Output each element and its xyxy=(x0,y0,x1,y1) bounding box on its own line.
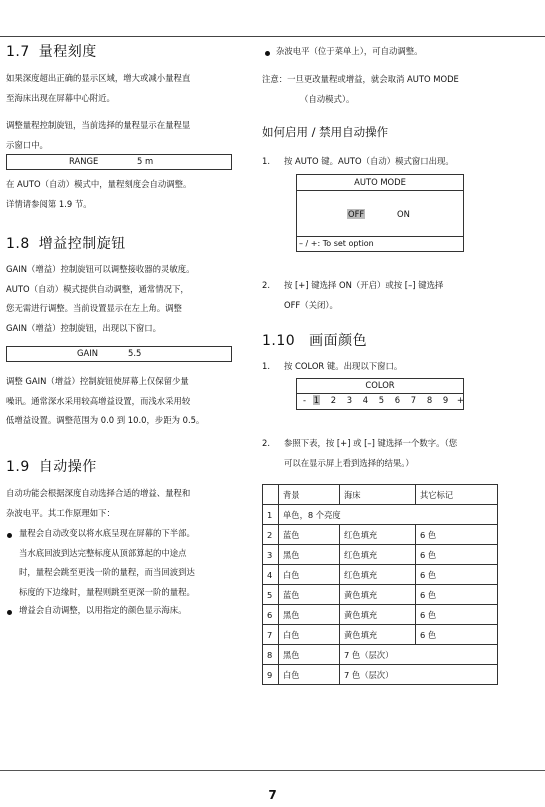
step-number: 2. xyxy=(262,438,270,448)
text-line: 量程会自动改变以将水底呈现在屏幕的下半部。 xyxy=(19,528,195,538)
table-body xyxy=(263,505,498,685)
color-digit: 8 xyxy=(426,395,433,405)
section-title: 量程刻度 xyxy=(38,44,97,60)
color-title: COLOR xyxy=(365,380,395,390)
step-number: 1. xyxy=(262,361,270,371)
step-4-text xyxy=(284,434,542,473)
section-number: 1.8 xyxy=(6,236,30,252)
color-digit: 6 xyxy=(394,395,401,405)
color-digit: 1 xyxy=(313,395,320,405)
minus-sign: - xyxy=(303,395,307,405)
color-selector xyxy=(303,395,464,405)
auto-mode-title: AUTO MODE xyxy=(354,177,406,187)
step-2-text xyxy=(284,276,542,315)
table-cell: 7 色（层次） xyxy=(340,665,498,685)
text-line: 噪讯。通常深水采用较高增益设置，而浅水采用较 xyxy=(6,395,191,406)
section-title: 画面颜色 xyxy=(309,333,368,349)
table-cell: 7 xyxy=(263,625,279,645)
how-to-heading: 如何启用 / 禁用自动操作 xyxy=(262,125,389,139)
section-number: 1.10 xyxy=(262,333,296,349)
table-cell: 5 xyxy=(263,585,279,605)
text-line: 如果深度超出正确的显示区域，增大或减小量程直 xyxy=(6,73,191,83)
color-digit: 4 xyxy=(362,395,369,405)
text-line: 标度的下边缘时，量程则跳至更深一阶的量程。 xyxy=(19,586,195,597)
section-1-10-heading xyxy=(262,330,367,350)
color-digit: 7 xyxy=(410,395,417,405)
section-1-8-body xyxy=(6,260,251,338)
table-cell: 蓝色 xyxy=(279,585,340,605)
text-line: AUTO（自动）模式提供自动调整，通常情况下， xyxy=(6,283,189,294)
color-digit: 9 xyxy=(442,395,449,405)
table-cell: 白色 xyxy=(279,565,340,585)
step-3-text: 按 COLOR 键。出现以下窗口。 xyxy=(284,361,403,371)
text-line: 按 [+] 键选择 ON（开启）或按 [–] 键选择 xyxy=(284,280,444,290)
table-header: 背景 xyxy=(279,485,340,505)
table-row xyxy=(263,625,498,645)
bullet-dot xyxy=(7,533,12,538)
section-title: 增益控制旋钮 xyxy=(38,236,126,252)
color-digit: 2 xyxy=(330,395,337,405)
text-line: 低增益设置。调整范围为 0.0 到 10.0，步距为 0.5。 xyxy=(6,415,205,425)
section-1-8-heading xyxy=(6,233,126,253)
text-line: 调整量程控制旋钮，当前选择的量程显示在量程显 xyxy=(6,120,191,130)
table-cell: 6 色 xyxy=(416,545,498,565)
color-digit: 3 xyxy=(346,395,353,405)
table-cell: 黄色填充 xyxy=(340,605,416,625)
step-number: 2. xyxy=(262,280,270,290)
page-number: 7 xyxy=(268,788,277,802)
divider xyxy=(297,236,463,237)
auto-mode-footer: – / +: To set option xyxy=(299,239,374,248)
table-header-row xyxy=(263,485,498,505)
text-line: 在 AUTO（自动）模式中，量程刻度会自动调整。 xyxy=(6,179,192,189)
table-cell: 黄色填充 xyxy=(340,585,416,605)
table-cell: 3 xyxy=(263,545,279,565)
table-cell: 6 色 xyxy=(416,585,498,605)
table-cell: 6 色 xyxy=(416,625,498,645)
table-cell: 8 xyxy=(263,645,279,665)
section-number: 1.9 xyxy=(6,459,30,475)
table-row xyxy=(263,645,498,665)
text-line: 示窗口中。 xyxy=(6,139,48,150)
text-line: 可以在显示屏上看到选择的结果。） xyxy=(284,457,414,468)
section-1-9-body xyxy=(6,484,251,523)
table-row xyxy=(263,665,498,685)
table-cell: 1 xyxy=(263,505,279,525)
table-cell: 4 xyxy=(263,565,279,585)
text-line: 您无需进行调整。当前设置显示在左上角。调整 xyxy=(6,303,182,313)
text-line: 注意：一旦更改量程或增益，就会取消 AUTO MODE xyxy=(262,74,459,84)
bullet-dot xyxy=(265,51,270,56)
color-table xyxy=(262,484,498,685)
range-value: 5 m xyxy=(137,156,154,166)
table-cell: 6 色 xyxy=(416,605,498,625)
table-cell: 6 xyxy=(263,605,279,625)
text-line: 时，量程会跳至更浅一阶的量程，而当回波到达 xyxy=(19,567,195,577)
table-header: 海床 xyxy=(340,485,416,505)
top-rule xyxy=(0,36,545,37)
table-cell: 9 xyxy=(263,665,279,685)
table-row xyxy=(263,565,498,585)
section-1-7-body xyxy=(6,69,251,155)
text-line: 当水底回波到达完整标度从顶部算起的中途点 xyxy=(19,547,187,558)
text-line: 参照下表，按 [+] 或 [–] 键选择一个数字。（您 xyxy=(284,438,458,448)
table-cell: 2 xyxy=(263,525,279,545)
range-window xyxy=(6,154,232,170)
text-line: 杂波电平。其工作原理如下： xyxy=(6,507,115,518)
bullet-item-gain xyxy=(19,601,254,621)
auto-on-option: ON xyxy=(397,209,410,219)
table-cell: 黑色 xyxy=(279,605,340,625)
step-1-text: 按 AUTO 键。AUTO（自动）模式窗口出现。 xyxy=(284,156,454,166)
gain-label: GAIN xyxy=(77,348,98,358)
bullet-item-range xyxy=(19,524,254,602)
text-line: 至海床出现在屏幕中心附近。 xyxy=(6,92,115,103)
section-title: 自动操作 xyxy=(38,459,97,475)
text-line: 增益会自动调整，以用指定的颜色显示海床。 xyxy=(19,605,187,615)
section-number: 1.7 xyxy=(6,44,30,60)
color-window xyxy=(296,378,464,410)
table-cell: 黄色填充 xyxy=(340,625,416,645)
table-cell: 7 色（层次） xyxy=(340,645,498,665)
text-line: GAIN（增益）控制旋钮可以调整接收器的灵敏度。 xyxy=(6,264,195,274)
gain-window xyxy=(6,346,232,362)
text-line: 调整 GAIN（增益）控制旋钮使屏幕上仅保留少量 xyxy=(6,376,189,386)
table-cell: 6 色 xyxy=(416,525,498,545)
divider xyxy=(297,190,463,191)
table-header: 其它标记 xyxy=(416,485,498,505)
text-line: （自动模式）。 xyxy=(300,93,355,104)
table-cell: 黑色 xyxy=(279,645,340,665)
range-label: RANGE xyxy=(69,156,99,166)
section-1-7-heading xyxy=(6,41,97,61)
table-row xyxy=(263,545,498,565)
table-cell: 白色 xyxy=(279,625,340,645)
auto-off-option: OFF xyxy=(348,209,365,219)
auto-mode-window xyxy=(296,174,464,252)
table-cell: 6 色 xyxy=(416,565,498,585)
table-row xyxy=(263,525,498,545)
gain-value: 5.5 xyxy=(128,348,142,358)
step-number: 1. xyxy=(262,156,270,166)
bullet-item-clutter: 杂波电平（位于菜单上），可自动调整。 xyxy=(276,46,423,56)
table-cell: 红色填充 xyxy=(340,565,416,585)
table-cell: 单色，8 个亮度 xyxy=(279,505,498,525)
plus-sign: + xyxy=(456,395,464,405)
bottom-rule xyxy=(0,770,545,771)
bullet-dot xyxy=(7,610,12,615)
table-row xyxy=(263,585,498,605)
table-cell: 红色填充 xyxy=(340,525,416,545)
section-1-7-tail xyxy=(6,175,251,214)
table-cell: 黑色 xyxy=(279,545,340,565)
section-1-9-heading xyxy=(6,456,97,476)
divider xyxy=(297,393,463,394)
table-row xyxy=(263,505,498,525)
table-row xyxy=(263,605,498,625)
text-line: OFF（关闭）。 xyxy=(284,299,338,310)
table-cell: 红色填充 xyxy=(340,545,416,565)
table-cell: 蓝色 xyxy=(279,525,340,545)
text-line: GAIN（增益）控制旋钮，出现以下窗口。 xyxy=(6,322,161,333)
note xyxy=(262,70,542,109)
section-1-8-tail xyxy=(6,372,251,431)
color-digit: 5 xyxy=(378,395,385,405)
table-cell: 白色 xyxy=(279,665,340,685)
table-header xyxy=(263,485,279,505)
text-line: 自动功能会根据深度自动选择合适的增益、量程和 xyxy=(6,488,191,498)
text-line: 详情请参阅第 1.9 节。 xyxy=(6,198,92,209)
